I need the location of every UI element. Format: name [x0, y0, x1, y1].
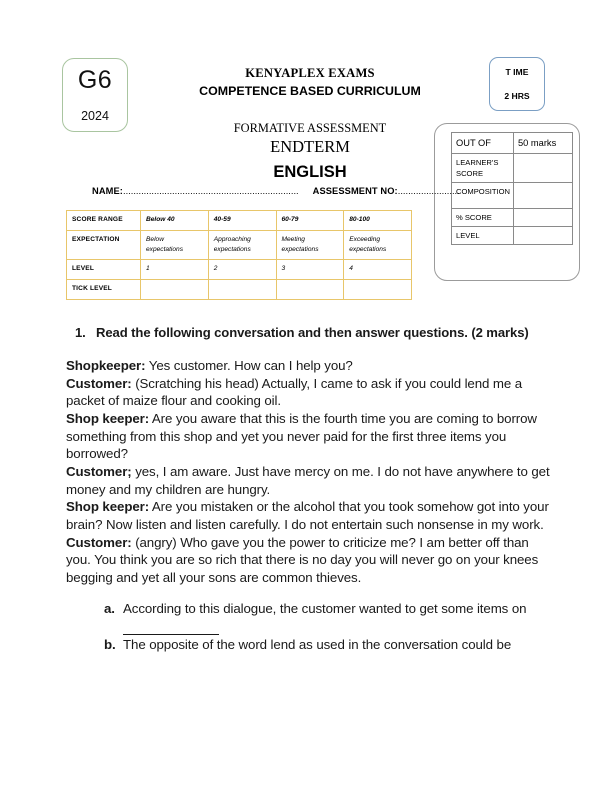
table-row: [67, 211, 412, 231]
score-row-label: LEVEL: [452, 227, 514, 245]
score-row-value[interactable]: [514, 154, 573, 183]
dialogue-line: [66, 375, 550, 410]
table-row: [452, 183, 573, 209]
score-row-label: COMPOSITION: [452, 183, 514, 209]
grade-badge: [62, 58, 128, 132]
dialogue-line: [66, 410, 550, 463]
dialogue-text: Are you mistaken or the alcohol that you took somehow got into your brain? Now listen and listen carefully. I do not entertain such nonsense in my work.: [66, 499, 549, 533]
rubric-cell: 60-79: [276, 211, 344, 231]
time-box: [489, 57, 545, 111]
term-title: ENDTERM: [270, 136, 350, 156]
table-row: [452, 227, 573, 245]
dialogue-line: [66, 534, 550, 587]
grade-label: G6: [77, 65, 113, 94]
rubric-row-label: TICK LEVEL: [67, 279, 141, 299]
rubric-cell: 80-100: [344, 211, 412, 231]
assessment-type: FORMATIVE ASSESSMENT: [233, 120, 387, 135]
score-row-value[interactable]: [514, 209, 573, 227]
rubric-cell[interactable]: [344, 279, 412, 299]
subject-title: ENGLISH: [273, 162, 347, 181]
rubric-cell: 2: [208, 259, 276, 279]
rubric-table: [66, 210, 412, 300]
grade-year: 2024: [81, 108, 109, 123]
rubric-cell: Below 40: [141, 211, 209, 231]
dialogue-line: [66, 498, 550, 533]
dialogue-text: (Scratching his head) Actually, I came to ask if you could lend me a packet of maize flour and cooking oil.: [66, 375, 523, 409]
rubric-cell: 40-59: [208, 211, 276, 231]
curriculum-title: COMPETENCE BASED CURRICULUM: [199, 83, 421, 98]
dialogue-speaker: Shop keeper:: [66, 499, 150, 515]
sub-question-marker: b.: [104, 637, 116, 653]
organization-title: KENYAPLEX EXAMS: [245, 66, 375, 80]
time-label: T IME: [505, 66, 529, 77]
table-row: [67, 259, 412, 279]
sub-question-text: [123, 600, 550, 635]
table-row: [67, 279, 412, 299]
sub-question-prompt: According to this dialogue, the customer wanted to get some items on: [123, 600, 527, 616]
rubric-cell[interactable]: [276, 279, 344, 299]
score-row-value[interactable]: [514, 227, 573, 245]
dialogue-speaker: Customer;: [66, 464, 132, 480]
rubric-cell: Meeting expectations: [276, 231, 344, 260]
score-row-label: OUT OF: [452, 133, 514, 154]
assessment-no-input[interactable]: ........................: [397, 186, 460, 196]
rubric-cell: Approaching expectations: [208, 231, 276, 260]
table-row: [452, 133, 573, 154]
score-table: [451, 132, 573, 245]
table-row: [452, 209, 573, 227]
score-row-label: LEARNER'S SCORE: [452, 154, 514, 183]
question-1: [75, 324, 550, 341]
dialogue-text: Yes customer. How can I help you?: [145, 358, 353, 374]
sub-question-text: The opposite of the word lend as used in the conversation could be: [123, 637, 512, 653]
time-duration: 2 HRS: [504, 90, 530, 101]
answer-blank[interactable]: [123, 623, 219, 635]
question-content: [66, 324, 550, 655]
rubric-cell: Exceeding expectations: [344, 231, 412, 260]
name-label: NAME:: [92, 186, 123, 196]
dialogue-line: [66, 463, 550, 498]
dialogue-speaker: Customer:: [66, 534, 132, 550]
sub-question-marker: a.: [104, 600, 115, 616]
rubric-cell[interactable]: [141, 279, 209, 299]
table-row: [67, 231, 412, 260]
dialogue-speaker: Shopkeeper:: [66, 358, 146, 374]
rubric-row-label: SCORE RANGE: [67, 211, 141, 231]
score-box-container: [434, 123, 580, 281]
assessment-no-label: ASSESSMENT NO:: [312, 186, 398, 196]
sub-question-b: [104, 636, 550, 654]
sub-question-a: [104, 600, 550, 635]
dialogue-text: (angry) Who gave you the power to criticize me? I am better off than you. You think you are so rich that there is no day you will never go on your knees begging and yet all your sons are common thieves.: [66, 534, 539, 586]
rubric-cell: 1: [141, 259, 209, 279]
score-row-value[interactable]: [514, 183, 573, 209]
score-row-label: % SCORE: [452, 209, 514, 227]
sub-questions-list: [104, 600, 550, 654]
name-input[interactable]: ....................................................................: [122, 186, 299, 196]
dialogue-passage: [66, 357, 550, 587]
question-number: 1.: [75, 325, 86, 340]
dialogue-text: yes, I am aware. Just have mercy on me. I do not have anywhere to get money and my children are hungry.: [66, 464, 550, 497]
identity-line: [92, 186, 460, 196]
rubric-cell: 4: [344, 259, 412, 279]
dialogue-line: [66, 357, 550, 375]
rubric-row-label: EXPECTATION: [67, 231, 141, 260]
score-row-value[interactable]: 50 marks: [514, 133, 573, 154]
dialogue-speaker: Customer:: [66, 375, 132, 391]
exam-header: [150, 66, 470, 183]
rubric-cell: Below expectations: [141, 231, 209, 260]
rubric-cell[interactable]: [208, 279, 276, 299]
rubric-row-label: LEVEL: [67, 259, 141, 279]
table-row: [452, 154, 573, 183]
question-text: Read the following conversation and then answer questions. (2 marks): [96, 325, 529, 340]
dialogue-text: Are you aware that this is the fourth time you are coming to borrow something from this shop and yet you never paid for the first three items you borrowed?: [66, 411, 537, 462]
dialogue-speaker: Shop keeper:: [66, 411, 150, 427]
rubric-cell: 3: [276, 259, 344, 279]
